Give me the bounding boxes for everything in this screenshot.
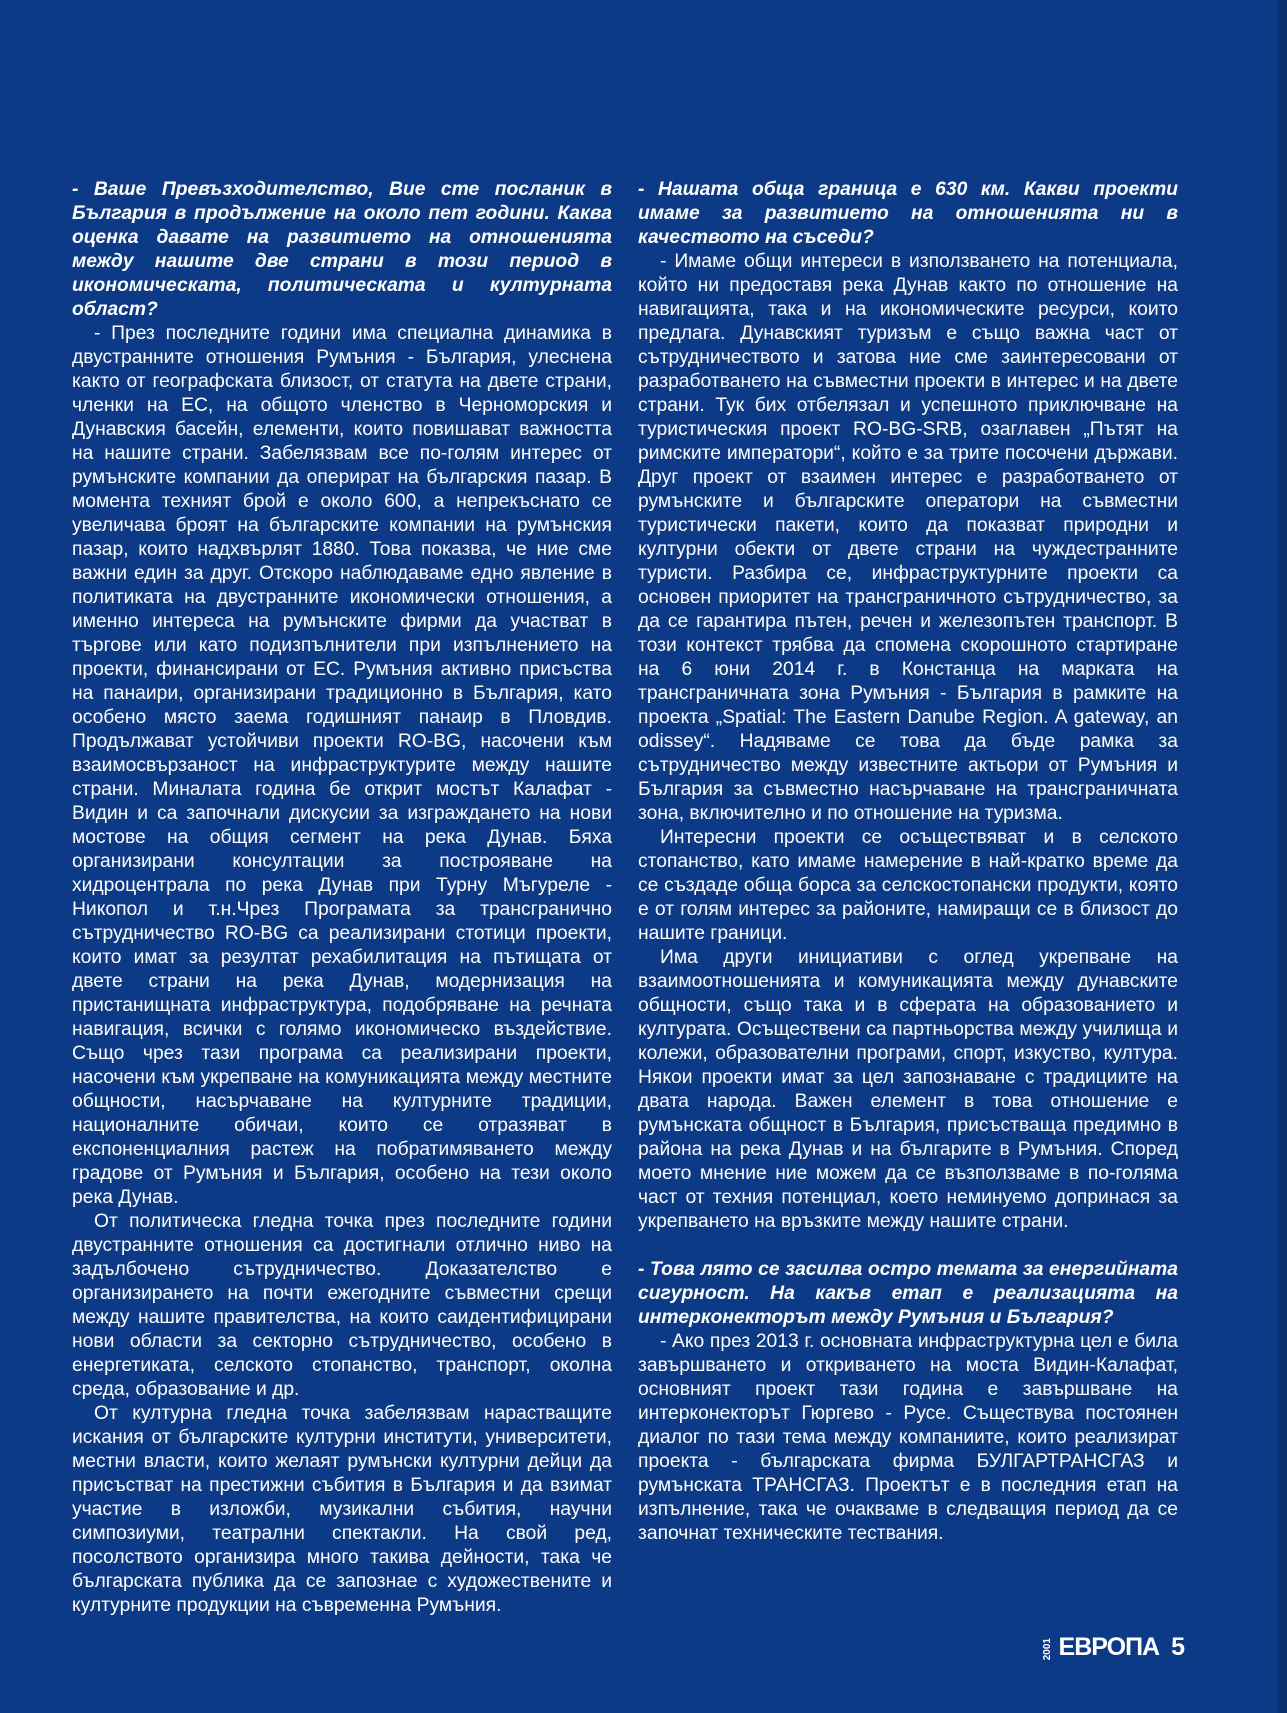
page-footer [1043, 1634, 1185, 1660]
answer-1-paragraph-3: От културна гледна точка забелязвам нарастващите искания от българските културни институти, университети, местни власти, които желаят румънски културни дейци да присъстват на престижни събития в България и да взимат участие в изложби, музикални събития, научни симпозиуми, театрални спектакли. На свой ред, посолството организира много такива дейности, така че българската публика да се запознае с художествените и културните продукции на съвременна Румъния. [72, 1403, 612, 1616]
section-spacer [638, 1234, 1178, 1258]
question-1: - Ваше Превъзходителство, Вие сте посланик в България в продължение на около пет години. Каква оценка давате на развитието на отношенията между нашите две страни в този период в икономическата, политическата и културната област? [72, 179, 612, 320]
magazine-year: 2001 [1041, 1637, 1053, 1660]
question-2: - Нашата обща граница е 630 км. Какви проекти имаме за развитието на отношенията ни в качеството на съседи? [638, 179, 1178, 248]
page-edge-strip [1278, 0, 1287, 1713]
answer-1-paragraph-2: От политическа гледна точка през последните години двустранните отношения са достигнали отлично ниво на задълбочено сътрудничество. Доказателство е организирането на почти ежегодните съвместни срещи между нашите правителства, на които саидентифицирани нови области за секторно сътрудничество, особено в енергетиката, селското стопанство, транспорт, околна среда, образование и др. [72, 1211, 612, 1400]
right-column [638, 178, 1178, 1546]
answer-2-paragraph-3: Има други инициативи с оглед укрепване на взаимоотношенията и комуникацията между дунавските общности, също така и в сферата на образованието и културата. Осъществени са партньорства между училища и колежи, образователни програми, спорт, изкуство, култура. Някои проекти имат за цел запознаване с традициите на двата народа. Важен елемент в това отношение е румънската общност в България, присъстваща предимно в района на река Дунав и на българите в Румъния. Според моето мнение ние можем да се възползваме в по-голяма част от техния потенциал, което неминуемо допринася за укрепването на връзките между нашите страни. [638, 947, 1178, 1232]
answer-2-paragraph-1: - Имаме общи интереси в използването на потенциала, който ни предоставя река Дунав както по отношение на навигацията, така и на икономическите ресурси, които предлага. Дунавският туризъм е също важна част от сътрудничеството и затова ние сме заинтересовани от разработването на съвместни проекти в интерес и на двете страни. Тук бих отбелязал и успешното приключване на туристическия проект RO-BG-SRB, озаглавен „Пътят на римските императори“, който е за трите посочени държави. Друг проект от взаимен интерес е разработването от румънските и българските оператори на съвместни туристически пакети, които да показват природни и културни обекти от двете страни на чуждестранните туристи. Разбира се, инфраструктурните проекти са основен приоритет на трансграничното сътрудничество, за да се гарантира пътен, речен и железопътен транспорт. В този контекст трябва да спомена скорошното стартиране на 6 юни 2014 г. в Констанца на марката на трансграничната зона Румъния - България в рамките на проекта „Spatial: The Eastern Danube Region. A gateway, an odissey“. Надяваме се това да бъде рамка за сътрудничество между известните актьори от Румъния и България за съвместно насърчаване на трансграничната зона, включително и по отношение на туризма. [638, 251, 1178, 824]
answer-1-paragraph-1: - През последните години има специална динамика в двустранните отношения Румъния - България, улеснена както от географската близост, от статута на двете страни, членки на ЕС, на общото членство в Черноморския и Дунавския басейн, елементи, които повишават важността на нашите страни. Забелязвам все по-голям интерес от румънските компании да оперират на българския пазар. В момента техният брой е около 600, а непрекъснато се увеличава броят на българските компании на румънския пазар, които надхвърлят 1880. Това показва, че ние сме важни един за друг. Отскоро наблюдаваме едно явление в политиката на двустранните икономически отношения, а именно интереса на румънските фирми да участват в търгове или като подизпълнители при изпълнението на проекти, финансирани от ЕС. Румъния активно присъства на панаири, организирани традиционно в България, като особено място заема годишният панаир в Пловдив. Продължават устойчиви проекти RO-BG, насочени към взаимосвързаност на инфраструктурите между нашите страни. Миналата година бе открит мостът Калафат - Видин и са започнали дискусии за изграждането на нови мостове на общия сегмент на река Дунав. Бяха организирани консултации за построяване на хидроцентрала по река Дунав при Турну Мъгуреле - Никопол и т.н.Чрез Програмата за трансгранично сътрудничество RO-BG са реализирани стотици проекти, които имат за резултат рехабилитация на пътищата от двете страни на река Дунав, модернизация на пристанищната инфраструктура, подобряване на речната навигация, всички с голямо икономическо въздействие. Също чрез тази програма са реализирани проекти, насочени към укрепване на комуникацията между местните общности, насърчаване на културните традиции, националните обичаи, които се отразяват в експоненциалния растеж на побратимяването между градове от Румъния и България, особено на тези около река Дунав. [72, 323, 612, 1208]
left-column [72, 178, 612, 1618]
question-3: - Това лято се засилва остро темата за енергийната сигурност. На какъв етап е реализацията на интерконекторът между Румъния и България? [638, 1259, 1178, 1328]
page-number: 5 [1171, 1633, 1185, 1661]
magazine-logo: ЕВРОПА [1058, 1633, 1160, 1661]
answer-2-paragraph-2: Интересни проекти се осъществяват и в селското стопанство, като имаме намерение в най-кратко време да се създаде обща борса за селскостопански продукти, която е от голям интерес за районите, намиращи се в близост до нашите граници. [638, 827, 1178, 944]
answer-3-paragraph-1: - Ако през 2013 г. основната инфраструктурна цел е била завършването и откриването на моста Видин-Калафат, основният проект тази година е завършване на интерконекторът Гюргево - Русе. Съществува постоянен диалог по тази тема между компаниите, които реализират проекта - българската фирма БУЛГАРТРАНСГАЗ и румънската ТРАНСГАЗ. Проектът е в последния етап на изпълнение, така че очакваме в следващия период да се започнат техническите тествания. [638, 1331, 1178, 1544]
